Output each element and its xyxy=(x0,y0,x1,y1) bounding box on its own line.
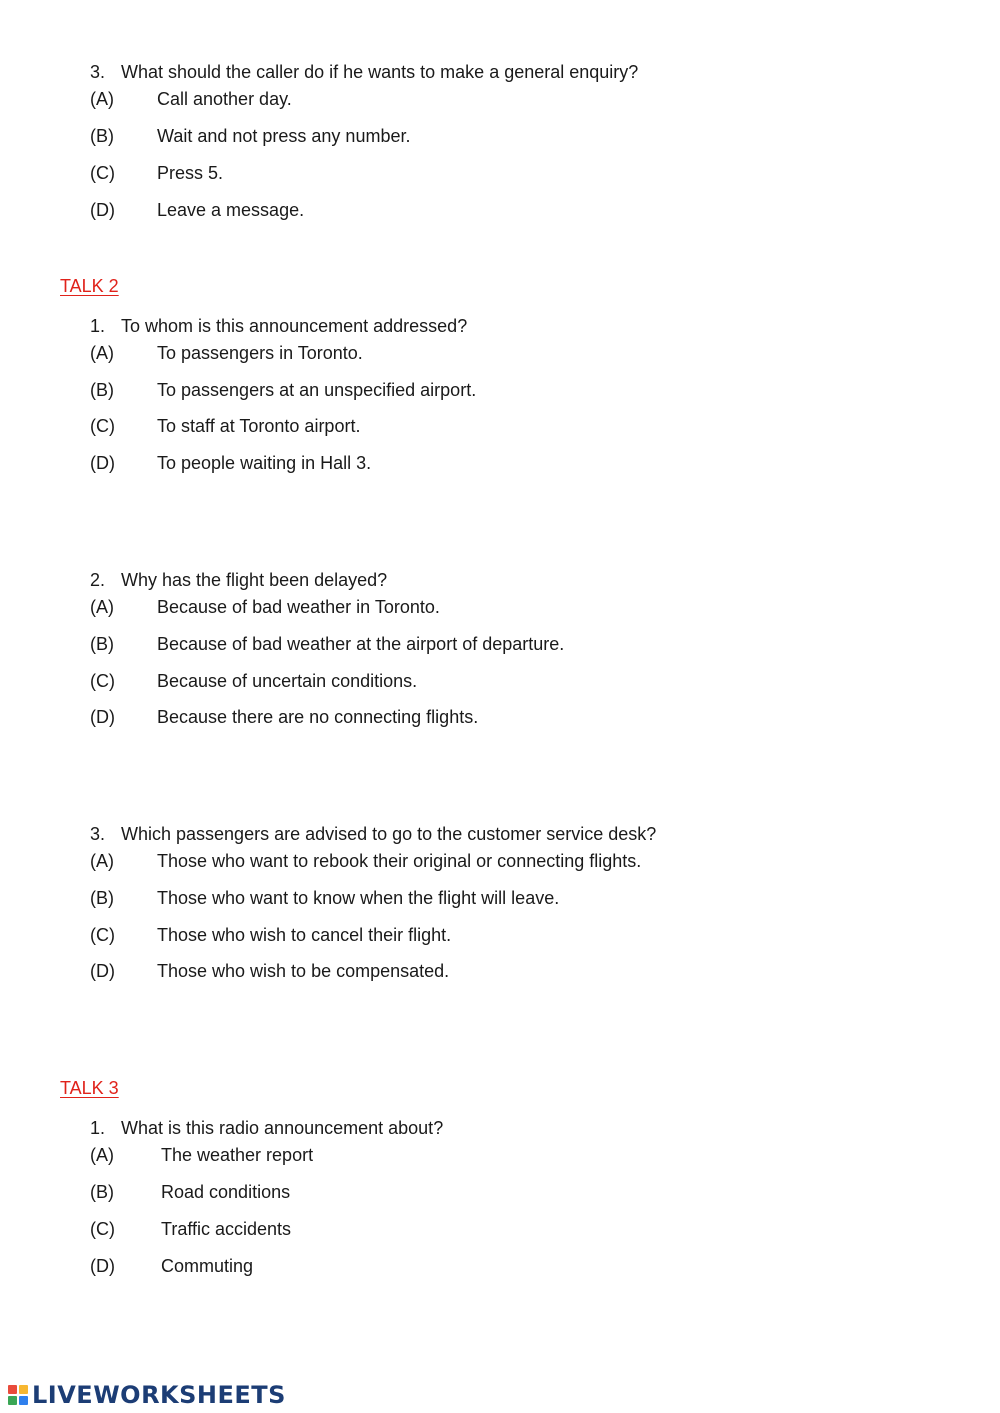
option-letter: (A) xyxy=(90,597,114,617)
option-letter: (C) xyxy=(90,163,115,183)
option-text: Because there are no connecting flights. xyxy=(157,707,479,727)
option-text: Commuting xyxy=(161,1256,254,1276)
option-text: To passengers at an unspecified airport. xyxy=(157,380,477,400)
option-letter: (B) xyxy=(90,126,114,146)
option-text: To people waiting in Hall 3. xyxy=(157,453,372,473)
section-heading-talk-3: TALK 3 xyxy=(60,1078,119,1098)
option-letter: (D) xyxy=(90,200,115,220)
question-number: 3. xyxy=(90,824,106,844)
option-text: Road conditions xyxy=(161,1182,291,1202)
question-text: Why has the flight been delayed? xyxy=(121,570,388,590)
option-text: Call another day. xyxy=(157,89,292,109)
option-text: To staff at Toronto airport. xyxy=(157,416,361,436)
question-text: What should the caller do if he wants to make a general enquiry? xyxy=(121,62,639,82)
option-text: Press 5. xyxy=(157,163,224,183)
option-letter: (B) xyxy=(90,634,114,654)
question-number: 1. xyxy=(90,316,106,336)
question-number: 1. xyxy=(90,1118,106,1138)
option-text: Because of uncertain conditions. xyxy=(157,671,418,691)
option-letter: (C) xyxy=(90,925,115,945)
option-letter: (B) xyxy=(90,380,114,400)
option-letter: (D) xyxy=(90,707,115,727)
option-letter: (C) xyxy=(90,1219,115,1239)
logo-square xyxy=(8,1396,17,1405)
option-text: Wait and not press any number. xyxy=(157,126,411,146)
option-letter: (B) xyxy=(90,1182,114,1202)
option-text: Those who wish to cancel their flight. xyxy=(157,925,452,945)
option-letter: (D) xyxy=(90,453,115,473)
option-letter: (A) xyxy=(90,851,114,871)
question-number: 2. xyxy=(90,570,106,590)
option-text: Those who want to know when the flight will leave. xyxy=(157,888,560,908)
option-letter: (C) xyxy=(90,416,115,436)
question-text: Which passengers are advised to go to the customer service desk? xyxy=(121,824,657,844)
option-letter: (D) xyxy=(90,1256,115,1276)
option-text: Because of bad weather at the airport of departure. xyxy=(157,634,565,654)
logo-square xyxy=(19,1396,28,1405)
option-letter: (D) xyxy=(90,961,115,981)
option-text: Traffic accidents xyxy=(161,1219,292,1239)
option-text: Those who want to rebook their original or connecting flights. xyxy=(157,851,642,871)
liveworksheets-logo[interactable] xyxy=(8,1378,286,1412)
logo-square xyxy=(19,1385,28,1394)
option-text: To passengers in Toronto. xyxy=(157,343,363,363)
option-text: Because of bad weather in Toronto. xyxy=(157,597,440,617)
question-number: 3. xyxy=(90,62,106,82)
section-heading-talk-2: TALK 2 xyxy=(60,276,119,296)
option-text: The weather report xyxy=(161,1145,314,1165)
logo-text: LIVEWORKSHEETS xyxy=(32,1381,286,1409)
logo-square xyxy=(8,1385,17,1394)
option-letter: (A) xyxy=(90,89,114,109)
question-text: What is this radio announcement about? xyxy=(121,1118,444,1138)
option-text: Leave a message. xyxy=(157,200,305,220)
option-letter: (B) xyxy=(90,888,114,908)
option-text: Those who wish to be compensated. xyxy=(157,961,450,981)
option-letter: (C) xyxy=(90,671,115,691)
option-letter: (A) xyxy=(90,1145,114,1165)
question-text: To whom is this announcement addressed? xyxy=(121,316,468,336)
option-letter: (A) xyxy=(90,343,114,363)
liveworksheets-logo-icon xyxy=(8,1385,28,1405)
